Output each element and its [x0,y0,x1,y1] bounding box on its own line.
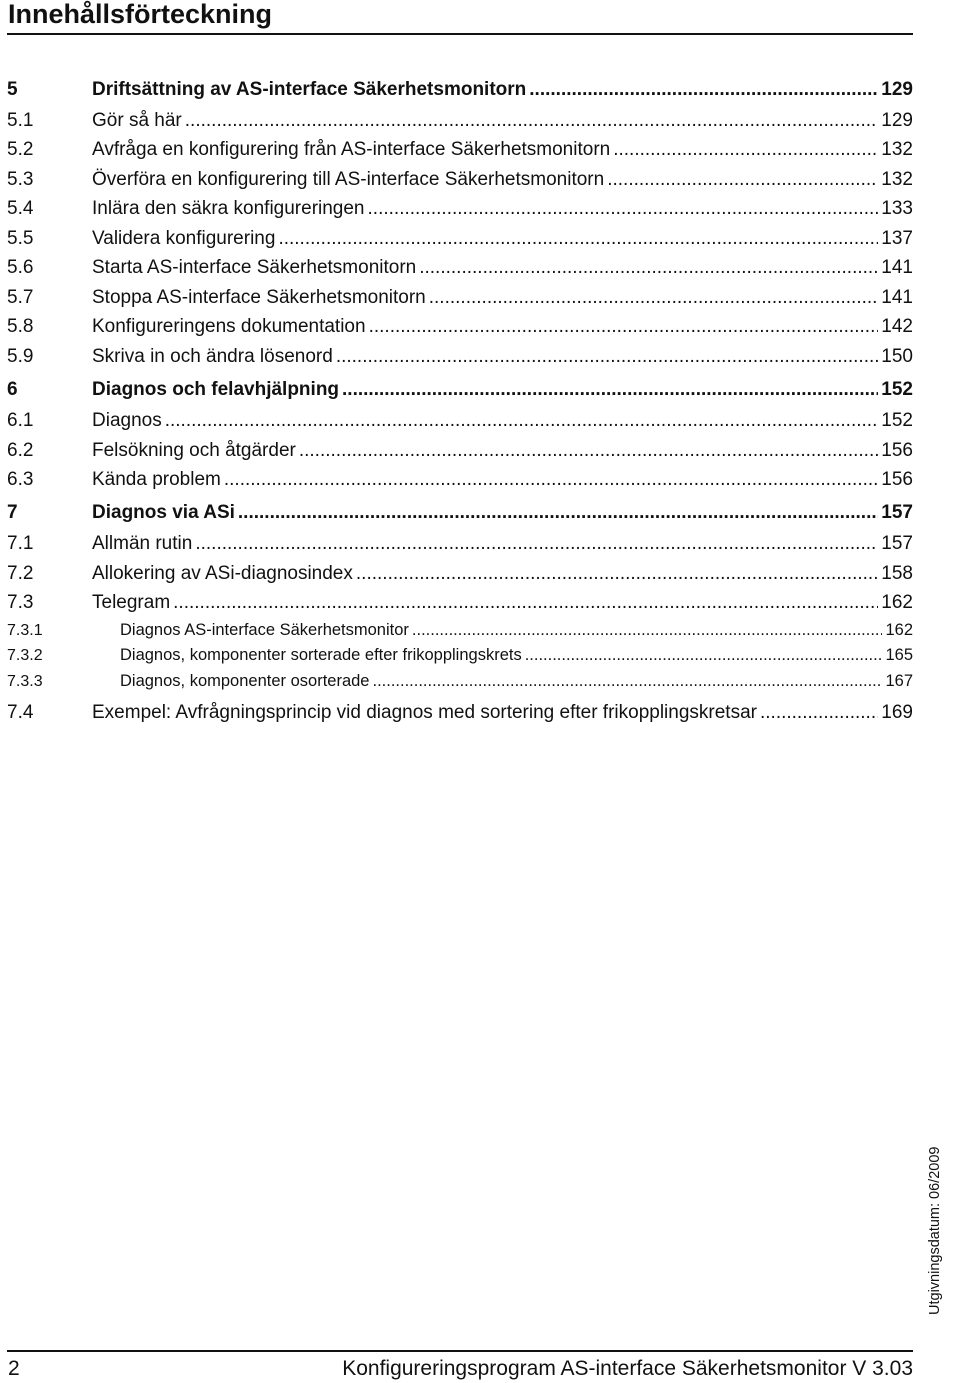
toc-chapter-entry[interactable] [7,496,913,529]
toc-entry-page: 129 [881,78,913,100]
toc-entry-title: Skriva in och ändra lösenord [92,345,333,367]
toc-entry-number: 5 [7,78,18,100]
toc-entry[interactable] [7,465,913,495]
toc-dot-leader [607,165,878,195]
toc-entry-number: 6.2 [7,439,34,461]
toc-entry-page: 141 [881,257,913,279]
toc-entry-page: 132 [881,139,913,161]
toc-entry[interactable] [7,135,913,165]
toc-entry-page: 150 [881,345,913,367]
toc-entry-number: 7.1 [7,533,34,555]
toc-entry-title: Starta AS-interface Säkerhetsmonitorn [92,257,417,279]
toc-entry-number: 6.1 [7,410,34,432]
toc-dot-leader [529,73,878,106]
toc-entry-number: 5.4 [7,198,34,220]
toc-entry-number: 5.2 [7,139,34,161]
toc-entry-number: 5.7 [7,286,34,308]
toc-entry-page: 152 [881,379,913,401]
toc-entry[interactable] [7,618,913,644]
toc-dot-leader [336,342,878,372]
toc-entry-number: 7.3 [7,592,34,614]
toc-dot-leader [299,436,878,466]
toc-dot-leader [356,559,878,589]
toc-dot-leader [224,465,878,495]
toc-entry-title: Stoppa AS-interface Säkerhetsmonitorn [92,286,426,308]
toc-dot-leader [412,618,883,644]
toc-entry-page: 165 [885,646,913,665]
toc-dot-leader [195,529,878,559]
toc-dot-leader [165,406,879,436]
toc-entry[interactable] [7,224,913,254]
toc-entry-title: Exempel: Avfrågningsprincip vid diagnos med sortering efter frikopplingskretsar [92,702,757,724]
toc-chapter-entry[interactable] [7,373,913,406]
toc-dot-leader [760,697,878,728]
toc-entry-number: 6 [7,379,18,401]
toc-entry-title: Gör så här [92,109,182,131]
page-title: Innehållsförteckning [8,0,273,29]
toc-entry-page: 162 [885,620,913,639]
toc-entry-page: 137 [881,227,913,249]
toc-entry[interactable] [7,283,913,313]
footer-document-title: Konfigureringsprogram AS-interface Säkerhetsmonitor V 3.03 [342,1357,913,1380]
toc-entry-title: Diagnos [92,410,162,432]
toc-entry[interactable] [7,643,913,669]
toc-entry-page: 141 [881,286,913,308]
toc-dot-leader [369,312,879,342]
toc-entry-title: Allmän rutin [92,533,193,555]
toc-entry[interactable] [7,529,913,559]
toc-entry-title: Felsökning och åtgärder [92,439,296,461]
toc-entry-number: 7 [7,502,18,524]
toc-entry-number: 7.3.3 [7,672,43,690]
toc-entry-title: Driftsättning av AS-interface Säkerhetsmonitorn [92,78,527,100]
toc-entry[interactable] [7,559,913,589]
toc-entry-title: Diagnos, komponenter osorterade [120,671,370,690]
toc-entry-number: 7.3.2 [7,647,43,665]
toc-entry-number: 7.3.1 [7,621,43,639]
toc-entry[interactable] [7,669,913,695]
toc-entry[interactable] [7,342,913,372]
toc-entry-number: 6.3 [7,469,34,491]
toc-entry-title: Diagnos, komponenter sorterade efter frikopplingskrets [120,646,522,665]
footer-page-number: 2 [8,1357,20,1380]
toc-entry-title: Diagnos AS-interface Säkerhetsmonitor [120,620,409,639]
toc-entry[interactable] [7,312,913,342]
toc-entry-number: 5.1 [7,109,34,131]
toc-entry-title: Telegram [92,592,171,614]
toc-entry-title: Avfråga en konfigurering från AS-interface Säkerhetsmonitorn [92,139,611,161]
toc-dot-leader [525,643,883,669]
toc-entry-title: Diagnos och felavhjälpning [92,379,340,401]
toc-entry-title: Konfigureringens dokumentation [92,316,366,338]
toc-entry-title: Diagnos via ASi [92,502,235,524]
toc-entry-number: 5.3 [7,168,34,190]
title-divider [7,33,913,35]
toc-dot-leader [419,253,878,283]
table-of-contents [7,71,913,728]
toc-dot-leader [278,224,878,254]
toc-dot-leader [429,283,879,313]
toc-dot-leader [613,135,878,165]
toc-entry-page: 132 [881,168,913,190]
toc-entry[interactable] [7,697,913,728]
toc-entry[interactable] [7,588,913,618]
toc-dot-leader [368,194,879,224]
toc-entry[interactable] [7,436,913,466]
toc-entry-number: 5.8 [7,316,34,338]
toc-dot-leader [185,106,879,136]
toc-dot-leader [238,496,878,529]
toc-entry[interactable] [7,406,913,436]
toc-entry-page: 133 [881,198,913,220]
toc-entry-page: 156 [881,469,913,491]
toc-entry-number: 5.5 [7,227,34,249]
toc-entry-page: 156 [881,439,913,461]
toc-dot-leader [342,373,878,406]
toc-entry[interactable] [7,194,913,224]
toc-entry-title: Överföra en konfigurering till AS-interface Säkerhetsmonitorn [92,168,605,190]
toc-chapter-entry[interactable] [7,73,913,106]
toc-entry[interactable] [7,253,913,283]
toc-entry-number: 5.6 [7,257,34,279]
toc-entry-title: Inlära den säkra konfigureringen [92,198,365,220]
footer-divider [7,1350,913,1352]
toc-entry-page: 129 [881,109,913,131]
toc-entry-page: 167 [885,671,913,690]
toc-dot-leader [173,588,878,618]
toc-entry-page: 169 [881,702,913,724]
toc-entry[interactable] [7,106,913,136]
toc-entry-title: Kända problem [92,469,221,491]
toc-entry-page: 157 [881,533,913,555]
issue-date-text: Utgivningsdatum: 06/2009 [927,1146,943,1315]
toc-entry-title: Allokering av ASi-diagnosindex [92,562,353,584]
toc-entry[interactable] [7,165,913,195]
toc-entry-page: 162 [881,592,913,614]
toc-entry-page: 158 [881,562,913,584]
toc-entry-title: Validera konfigurering [92,227,276,249]
toc-dot-leader [372,669,882,695]
toc-entry-number: 7.4 [7,702,34,724]
toc-entry-number: 7.2 [7,562,34,584]
toc-entry-page: 157 [881,502,913,524]
toc-entry-page: 142 [881,316,913,338]
toc-entry-number: 5.9 [7,345,34,367]
toc-entry-page: 152 [881,410,913,432]
